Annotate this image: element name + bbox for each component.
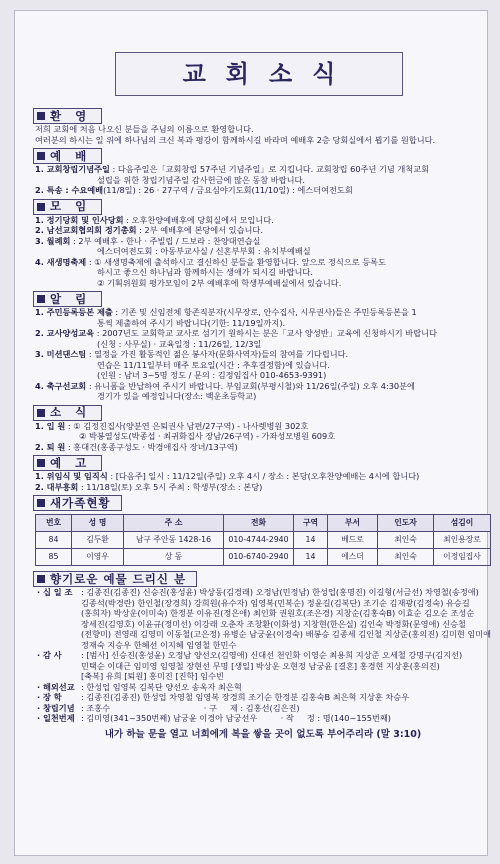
section-meetings (33, 199, 493, 289)
section-welcome (33, 108, 493, 145)
section-preview (33, 455, 493, 492)
section-new-family (33, 495, 493, 566)
offering-row: · 일천번제 : 김미영(341~350번째) 남궁윤 이경아 남궁선우 · 작 정 : 명(140~155번째) (37, 713, 391, 723)
text-line: 저희 교회에 처음 나오신 분들을 주님의 이름으로 환영합니다. (35, 124, 254, 134)
list-item: 1. 교회창립기념주일 : 다음주일은「교회창립 57주년 기념주일」로 지킵니다. 교회창립 60주년 기념 개척교회 (35, 164, 430, 174)
offering-row: 민택순 이대근 임미영 임영철 장현선 무명 [생일] 박상운 오현정 남궁윤 [결혼] 홍경현 지상훈(홍의진) (81, 660, 440, 671)
offering-row: [축복] 유희 [퇴원] 홍미진 [진학] 임수빈 (81, 671, 224, 681)
list-item: ② 기획위원회 평가모임이 2부 예배후에 학생부예배실에서 있습니다. (97, 277, 342, 288)
table-cell: 84 (36, 532, 72, 549)
list-item: 1. 정기당회 및 인사당회 : 오후찬양예배후에 당회실에서 모입니다. (35, 214, 274, 225)
list-item: 설립을 위한 창립기념주일 감사헌금에 많은 동참 바랍니다. (97, 174, 306, 185)
section-heading: 소 식 (33, 405, 102, 421)
list-item: 4. 축구선교회 : 유니폼을 반납하여 주시기 바랍니다. 부임교회(부평시철)와 11/26일(주일) 오후 4:30분에 (35, 380, 415, 391)
closing-verse: 내가 하늘 문을 열고 너희에게 복을 쌓을 곳이 없도록 부어주리라 (말 3:10) (104, 728, 422, 740)
list-item: 2. 대부흥회 : 11/18일(토) 오후 5시 주최 : 학생부(장소 : 본당) (35, 481, 263, 492)
table-cell: 010-6740-2940 (224, 549, 294, 566)
list-item: 에스더여전도회 : 아동부교사실 / 신혼부부회 : 유치부예배실 (97, 246, 311, 256)
section-heading: 예 배 (33, 148, 102, 164)
list-item: 2. 남선교회협의회 정기총회 : 2부 예배후에 본당에서 있습니다. (35, 225, 263, 235)
section-heading: 예 고 (33, 455, 102, 471)
table-cell: 이영우 (72, 549, 124, 566)
list-item: 1. 입 원 : ① 김정진집사(양분연 은퇴권사 남편/27구역) - 나사렛병원 302호 (35, 420, 309, 431)
table-cell: 14 (294, 532, 328, 549)
square-bullet-icon (37, 499, 45, 507)
text-line: 여러분의 하시는 일 위에 하나님의 크신 복과 평강이 함께하시길 바라며 예배후 2층 당회실에서 뵙기를 원합니다. (35, 134, 436, 145)
list-item: 2. 특송 : 수요예배(11/8일) : 26 · 27구역 / 금요심야기도회(11/10일) : 에스더여전도회 (35, 185, 353, 195)
table-cell: 최인용장로 (434, 532, 491, 549)
table-cell: 최인숙 (378, 532, 434, 549)
offering-row: 김종석(박경란) 한인철(장경희) 강희원(유수자) 임영복(민복순) 정윤길(김복단) 조기순 김재광(김정숙) 유승길 (81, 597, 470, 608)
section-heading: 새가족현황 (33, 495, 122, 511)
section-offerings (33, 571, 493, 724)
list-item: 1. 주민등록등본 제출 : 기존 및 신임전체 항존직분자(시무장로, 안수집사, 시무권사)들은 주민등록등본을 1 (35, 307, 417, 317)
table-row (36, 549, 491, 566)
offering-row: 정재숙 지승우 한혜선 이지혜 임영철 한민수 (81, 639, 237, 650)
list-item: ② 박봉열성도(박종섭 · 최귀화집사 장남/26구역) - 가좌성모병원 609호 (79, 431, 336, 441)
column-header: 섬김이 (434, 515, 491, 532)
offering-row: (전향미) 전영래 김영미 이동철(고은정) 유병순 남궁윤(이경숙) 배봉승 김종세 김인철 지상준(홍의진) 김미현 임미애 (81, 629, 492, 639)
square-bullet-icon (37, 203, 45, 211)
column-header: 인도자 (378, 515, 434, 532)
list-item: 경기가 있을 예정입니다(장소: 백운초등학교) (97, 391, 257, 401)
list-item: 1. 위임식 및 임직식 : [다음주] 일시 : 11/12일(주일) 오후 4시 / 장소 : 본당(오후찬양예배는 4시에 합니다) (35, 471, 420, 481)
page-title-box (115, 52, 403, 96)
offering-row: · 해외선교 : 한성업 임영복 김복단 양선오 송옥자 최은혁 (37, 681, 242, 692)
offering-row: (홍희자) 박상운(이미숙) 한정분 이유진(정은애) 최인화 권원호(조은경) 지창순(김홍숙B) 이효순 김오순 조성순 (81, 608, 475, 618)
table-cell: 에스더 (328, 549, 378, 566)
column-header: 번호 (36, 515, 72, 532)
table-cell: 베드로 (328, 532, 378, 549)
table-cell: 김두환 (72, 532, 124, 549)
section-heading: 모 임 (33, 199, 102, 215)
bulletin-page (14, 10, 492, 856)
list-item: (신청 : 사무실) · 교육일정 : 11/26일, 12/3일 (97, 338, 262, 349)
list-item: 4. 새생명축제 : ① 새생명축제에 출석하시고 결신하신 분들을 환영합니다. 앞으로 정식으로 등록도 (35, 256, 386, 267)
offering-row: · 감 사 : [범사] 신승진(홍성윤) 오정남 양선오(김영애) 신대선 천인화 이영순 최용희 지상준 오세철 강명구(김지선) (37, 650, 463, 660)
square-bullet-icon (37, 112, 45, 120)
list-item: 연습은 11/11일부터 매주 토요일(시간 : 추후결정함)에 있습니다. (97, 359, 330, 370)
table-cell: 14 (294, 549, 328, 566)
table-cell: 최인숙 (378, 549, 434, 566)
column-header: 성 명 (72, 515, 124, 532)
table-row (36, 532, 491, 549)
table-cell: 85 (36, 549, 72, 566)
section-heading: 향기로운 예물 드리신 분 (33, 571, 197, 587)
table-cell: 상 동 (124, 549, 224, 566)
square-bullet-icon (37, 575, 45, 583)
table-cell: 이정임집사 (434, 549, 491, 566)
section-heading: 환 영 (33, 108, 102, 124)
list-item: 3. 월례회 : 2부 예배후 - 한나 · 주빌립 / 드보라 : 찬양대연습실 (35, 235, 261, 246)
section-heading: 알 림 (33, 291, 102, 307)
list-item: (인원 : 남녀 3~5명 정도 / 문의 : 김정임집사 010-4653-9391) (97, 370, 327, 380)
offering-row: 장세진(김영호) 이윤규(정미선) 이강래 오춘자 조창환(이화성) 지창현(한은실) 김인숙 박정화(문영애) 신승철 (81, 618, 466, 629)
column-header: 구역 (294, 515, 328, 532)
section-worship (33, 148, 493, 196)
list-item: 하시고 좋으신 하나님과 함께하시는 생애가 되시길 바랍니다. (97, 267, 313, 277)
offering-row: · 장 학 : 김종진(김종진) 한성업 차영철 임영복 장경희 조기순 한정분 김홍숙B 최은혁 지상훈 차승우 (37, 692, 410, 702)
column-header: 주 소 (124, 515, 224, 532)
square-bullet-icon (37, 409, 45, 417)
table-cell: 남구 주안동 1428-16 (124, 532, 224, 549)
column-header: 부서 (328, 515, 378, 532)
table-cell: 010-4744-2940 (224, 532, 294, 549)
list-item: 통씩 제출하여 주시기 바랍니다(기한: 11/19일까지). (97, 317, 286, 328)
page-title: 교회소식 (182, 58, 356, 88)
list-item: 3. 미션댄스팀 : 열정을 가진 활동적인 젊은 봉사자(문화사역자)들의 참여를 기다립니다. (35, 349, 349, 359)
square-bullet-icon (37, 459, 45, 467)
square-bullet-icon (37, 152, 45, 160)
section-news (33, 405, 493, 453)
new-family-table (35, 514, 491, 566)
square-bullet-icon (37, 295, 45, 303)
table-header-row (36, 515, 491, 532)
column-header: 전화 (224, 515, 294, 532)
list-item: 2. 퇴 원 : 홍대건(홍종구성도 · 박경애집사 장녀/13구역) (35, 441, 238, 452)
offering-row: · 십 일 조 : 김종진(김종진) 신승진(홍성윤) 박상동(김경래) 오정남(민정남) 한성업(홍명진) 이길형(서금선) 차영철(송정애) (37, 587, 479, 597)
list-item: 2. 교사양성교육 : 2007년도 교회학교 교사로 섬기기 원하시는 분은「교사 양성반」교육에 신청하시기 바랍니다 (35, 328, 437, 338)
section-notices (33, 291, 493, 402)
offering-row: · 창립기념 : 조홍수 · 구 제 : 김홍선(김은진) (37, 702, 300, 713)
content (33, 105, 493, 741)
